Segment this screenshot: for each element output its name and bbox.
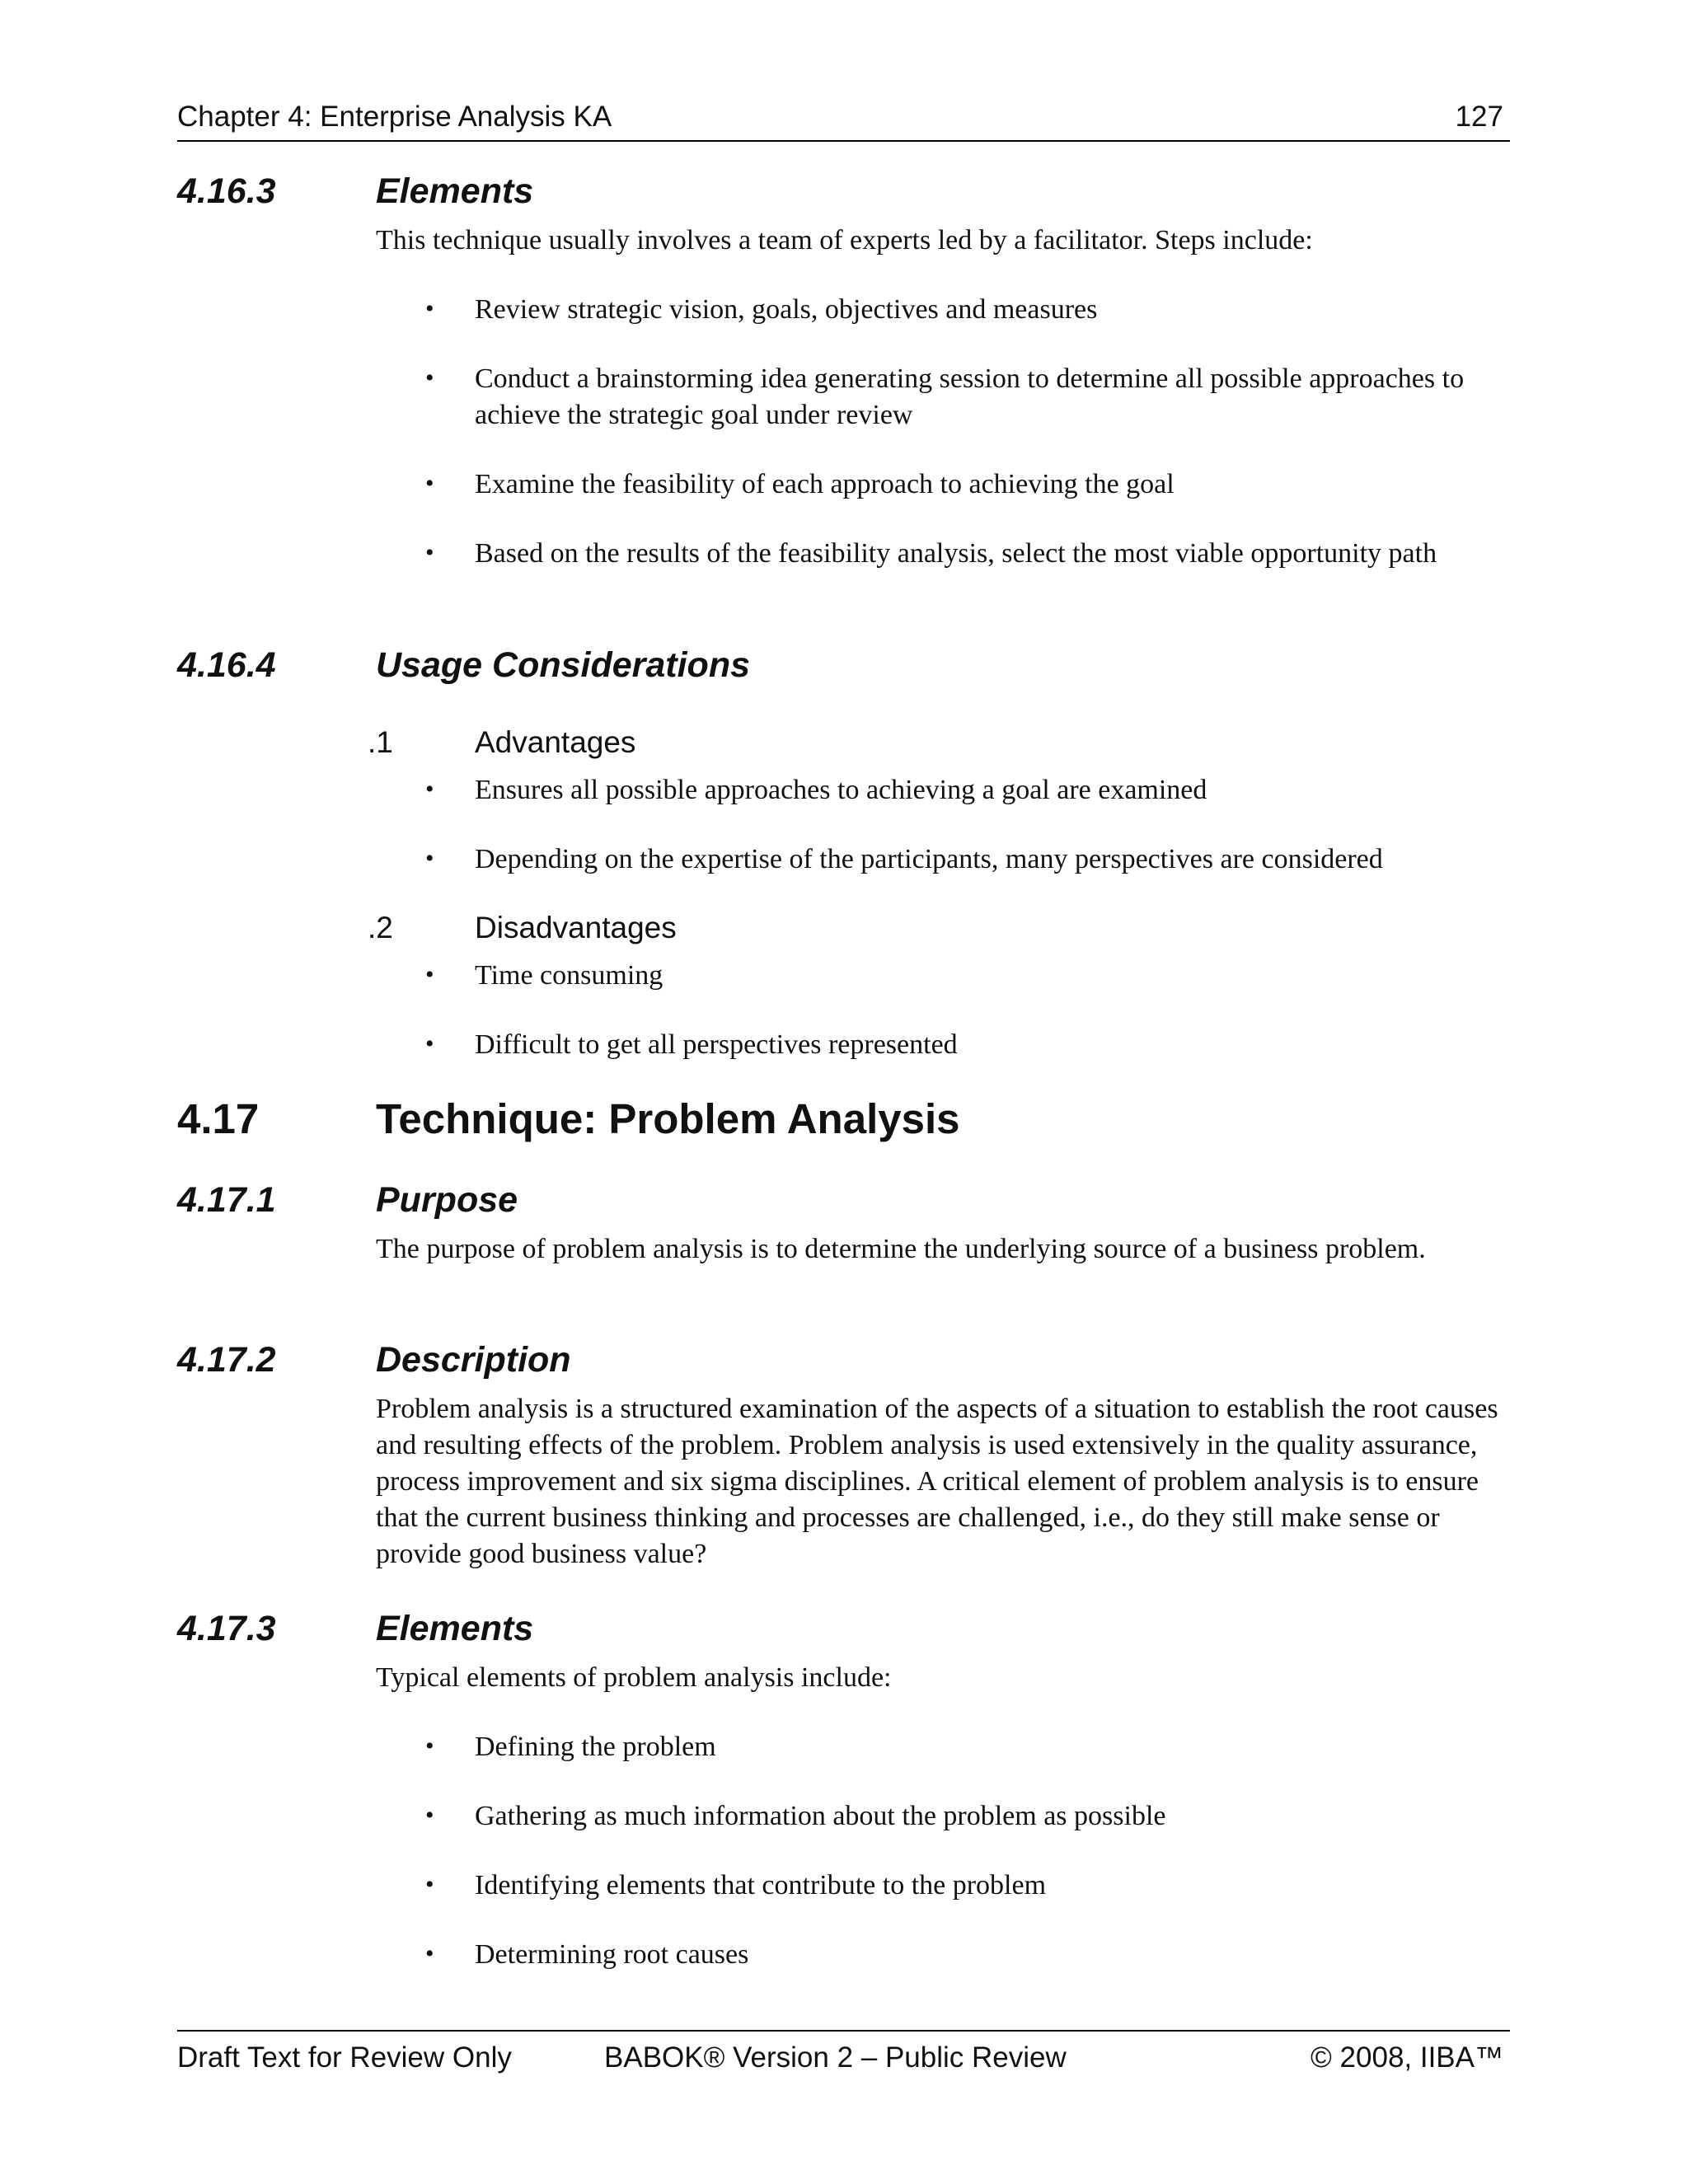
- list-item: Depending on the expertise of the participants, many perspectives are considered: [475, 844, 1383, 874]
- section-title-usage-considerations: Usage Considerations: [376, 645, 750, 685]
- section-number-4-16-4: 4.16.4: [177, 645, 276, 685]
- section-title-problem-analysis: Technique: Problem Analysis: [376, 1095, 960, 1142]
- running-header: [177, 97, 1510, 142]
- bullet-icon: •: [425, 1802, 434, 1829]
- footer-copyright: © 2008, IIBA™: [1311, 2041, 1503, 2074]
- bullet-icon: •: [425, 1030, 434, 1057]
- subsection-number-advantages: .1: [368, 725, 393, 759]
- section-number-4-17-1: 4.17.1: [177, 1180, 276, 1220]
- running-footer: [177, 2030, 1510, 2081]
- list-item: Identifying elements that contribute to the problem: [475, 1870, 1047, 1900]
- section-number-4-17-2: 4.17.2: [177, 1340, 276, 1380]
- bullet-icon: •: [425, 470, 434, 497]
- bullet-icon: •: [425, 295, 434, 322]
- list-item: Ensures all possible approaches to achieving a goal are examined: [475, 775, 1207, 805]
- section-number-4-17: 4.17: [177, 1095, 260, 1142]
- bullet-icon: •: [425, 1871, 434, 1898]
- subsection-number-disadvantages: .2: [368, 911, 393, 944]
- section-number-4-16-3: 4.16.3: [177, 171, 276, 211]
- subsection-title-advantages: Advantages: [475, 725, 636, 759]
- bullet-icon: •: [425, 1732, 434, 1760]
- bullet-icon: •: [425, 845, 434, 872]
- subsection-title-disadvantages: Disadvantages: [475, 911, 677, 944]
- bullet-icon: •: [425, 961, 434, 988]
- list-item: Defining the problem: [475, 1732, 716, 1762]
- list-item: Time consuming: [475, 960, 663, 991]
- bullet-icon: •: [425, 364, 434, 391]
- list-item: Difficult to get all perspectives represented: [475, 1029, 958, 1060]
- description-text: Problem analysis is a structured examination of the aspects of a situation to establish the root causes and resulting effects of the problem. Problem analysis is used extensively in the quality assurance, process improvement and six sigma disciplines. A critical element of problem analysis is to ensure that the current business thinking and processes are challenged, i.e., do they still make sense or provide good business value?: [376, 1394, 1498, 1569]
- chapter-title: Chapter 4: Enterprise Analysis KA: [177, 101, 612, 133]
- list-item: Conduct a brainstorming idea generating session to determine all possible approaches to achieve the strategic goal under review: [475, 363, 1465, 430]
- list-item: Examine the feasibility of each approach to achieving the goal: [475, 469, 1175, 499]
- purpose-text: The purpose of problem analysis is to determine the underlying source of a business problem.: [376, 1234, 1426, 1264]
- section-title-description: Description: [376, 1340, 571, 1380]
- page-number: 127: [1455, 101, 1503, 133]
- bullet-icon: •: [425, 539, 434, 566]
- section-title-elements-2: Elements: [376, 1609, 534, 1648]
- list-item: Based on the results of the feasibility analysis, select the most viable opportunity path: [475, 538, 1437, 569]
- list-item: Gathering as much information about the problem as possible: [475, 1801, 1166, 1831]
- section-title-elements: Elements: [376, 171, 534, 211]
- elements-intro-2: Typical elements of problem analysis include:: [376, 1662, 892, 1693]
- bullet-icon: •: [425, 776, 434, 803]
- section-number-4-17-3: 4.17.3: [177, 1609, 276, 1648]
- list-item: Determining root causes: [475, 1939, 749, 1970]
- list-item: Review strategic vision, goals, objectives and measures: [475, 294, 1098, 325]
- section-title-purpose: Purpose: [376, 1180, 518, 1220]
- elements-intro: This technique usually involves a team of experts led by a facilitator. Steps include:: [376, 225, 1313, 255]
- bullet-icon: •: [425, 1940, 434, 1967]
- footer-version: BABOK® Version 2 – Public Review: [604, 2041, 1067, 2074]
- footer-draft-note: Draft Text for Review Only: [177, 2041, 512, 2074]
